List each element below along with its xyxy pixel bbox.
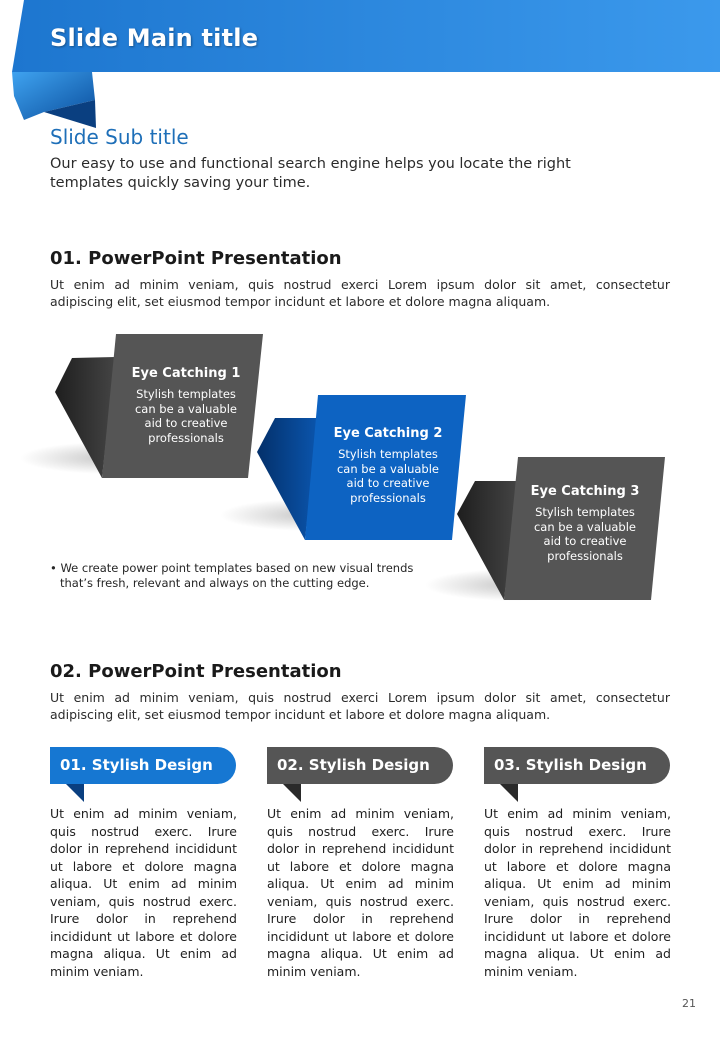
card-text-line: professionals: [148, 430, 224, 445]
column-3-tab-fold: [500, 784, 518, 802]
slide-main-title: Slide Main title: [50, 24, 259, 52]
intro-text-line: Our easy to use and functional search engine helps you locate the right: [50, 156, 571, 172]
column-1-title-tab: 01. Stylish Design: [50, 747, 236, 784]
column-3-body: Ut enim ad minim veniam, quis nostrud exerc. Irure dolor in reprehend incididunt ut labore et dolore magna aliqua. Ut enim ad minim veniam, quis nostrud exerc. Irure dolor in reprehend incididunt ut labore et dolore magna aliqua.: [484, 806, 671, 961]
section1-heading: 01. PowerPoint Presentation: [50, 248, 342, 269]
column-3-title-tab: 03. Stylish Design: [484, 747, 670, 784]
column-1-body: Ut enim ad minim veniam, quis nostrud exerc. Irure dolor in reprehend incididunt ut labore et dolore magna aliqua. Ut enim ad minim veniam, quis nostrud exerc. Irure dolor in reprehend incididunt ut labore et dolore magna aliqua.: [50, 806, 237, 961]
column-1-tab-fold: [66, 784, 84, 802]
column-2-body: Ut enim ad minim veniam, quis nostrud exerc. Irure dolor in reprehend incididunt ut labore et dolore magna aliqua. Ut enim ad minim veniam, quis nostrud exerc. Irure dolor in reprehend incididunt ut labore et dolore magna aliqua.: [267, 806, 454, 961]
card-text-line: Stylish templates: [338, 447, 438, 461]
section2-text: [50, 690, 670, 723]
card-3: [519, 484, 651, 563]
card-text-line: professionals: [547, 548, 623, 563]
card-text-line: professionals: [350, 490, 426, 505]
card-text-line: can be a valuable: [336, 461, 439, 476]
card-1: [120, 366, 252, 445]
column-3-tail: Ut enim ad minim veniam.: [484, 946, 671, 979]
bullet-note: [50, 561, 430, 590]
card-2: [322, 426, 454, 505]
card-2-text: [322, 447, 454, 505]
card-3-title: Eye Catching 3: [530, 484, 640, 499]
page-number: 21: [682, 997, 696, 1010]
intro-text-line: templates quickly saving your time.: [50, 175, 311, 191]
card-text-line: Stylish templates: [535, 505, 635, 519]
section2-text-line: Ut enim ad minim veniam, quis nostrud exerci Lorem ipsum dolor sit amet, consectetur: [50, 690, 670, 705]
card-text-line: Stylish templates: [136, 387, 236, 401]
section2-heading: 02. PowerPoint Presentation: [50, 661, 342, 682]
column-2-text: [267, 805, 454, 980]
card-1-title: Eye Catching 1: [131, 366, 241, 381]
slide-sub-title: Slide Sub title: [50, 125, 189, 149]
card-3-text: [519, 505, 651, 563]
section1-text-line: Ut enim ad minim veniam, quis nostrud exerci Lorem ipsum dolor sit amet, consectetur: [50, 277, 670, 292]
card-2-title: Eye Catching 2: [333, 426, 443, 441]
column-2-title-tab: 02. Stylish Design: [267, 747, 453, 784]
section1-text: [50, 277, 670, 310]
section1-text-line: adipiscing elit, set eiusmod tempor incidunt et labore et dolore magna aliquam.: [50, 293, 551, 309]
bullet-line: [50, 561, 430, 576]
card-text-line: aid to creative: [543, 534, 627, 548]
column-3-text: [484, 805, 671, 980]
column-2-tab-fold: [283, 784, 301, 802]
card-text-line: can be a valuable: [533, 519, 636, 534]
column-2-tail: Ut enim ad minim veniam.: [267, 946, 454, 979]
card-1-text: [120, 387, 252, 445]
column-1-text: [50, 805, 237, 980]
column-1-tail: Ut enim ad minim veniam.: [50, 946, 237, 979]
card-text-line: aid to creative: [144, 416, 228, 430]
section2-text-line: adipiscing elit, set eiusmod tempor incidunt et labore et dolore magna aliquam.: [50, 706, 551, 722]
intro-text: [50, 155, 650, 193]
bullet-text: We create power point templates based on new visual trends: [60, 561, 414, 575]
bullet-dot-icon: •: [50, 561, 61, 575]
title-banner: [0, 0, 720, 130]
card-text-line: can be a valuable: [134, 401, 237, 416]
bullet-line: that’s fresh, relevant and always on the cutting edge.: [60, 575, 370, 590]
card-text-line: aid to creative: [346, 476, 430, 490]
